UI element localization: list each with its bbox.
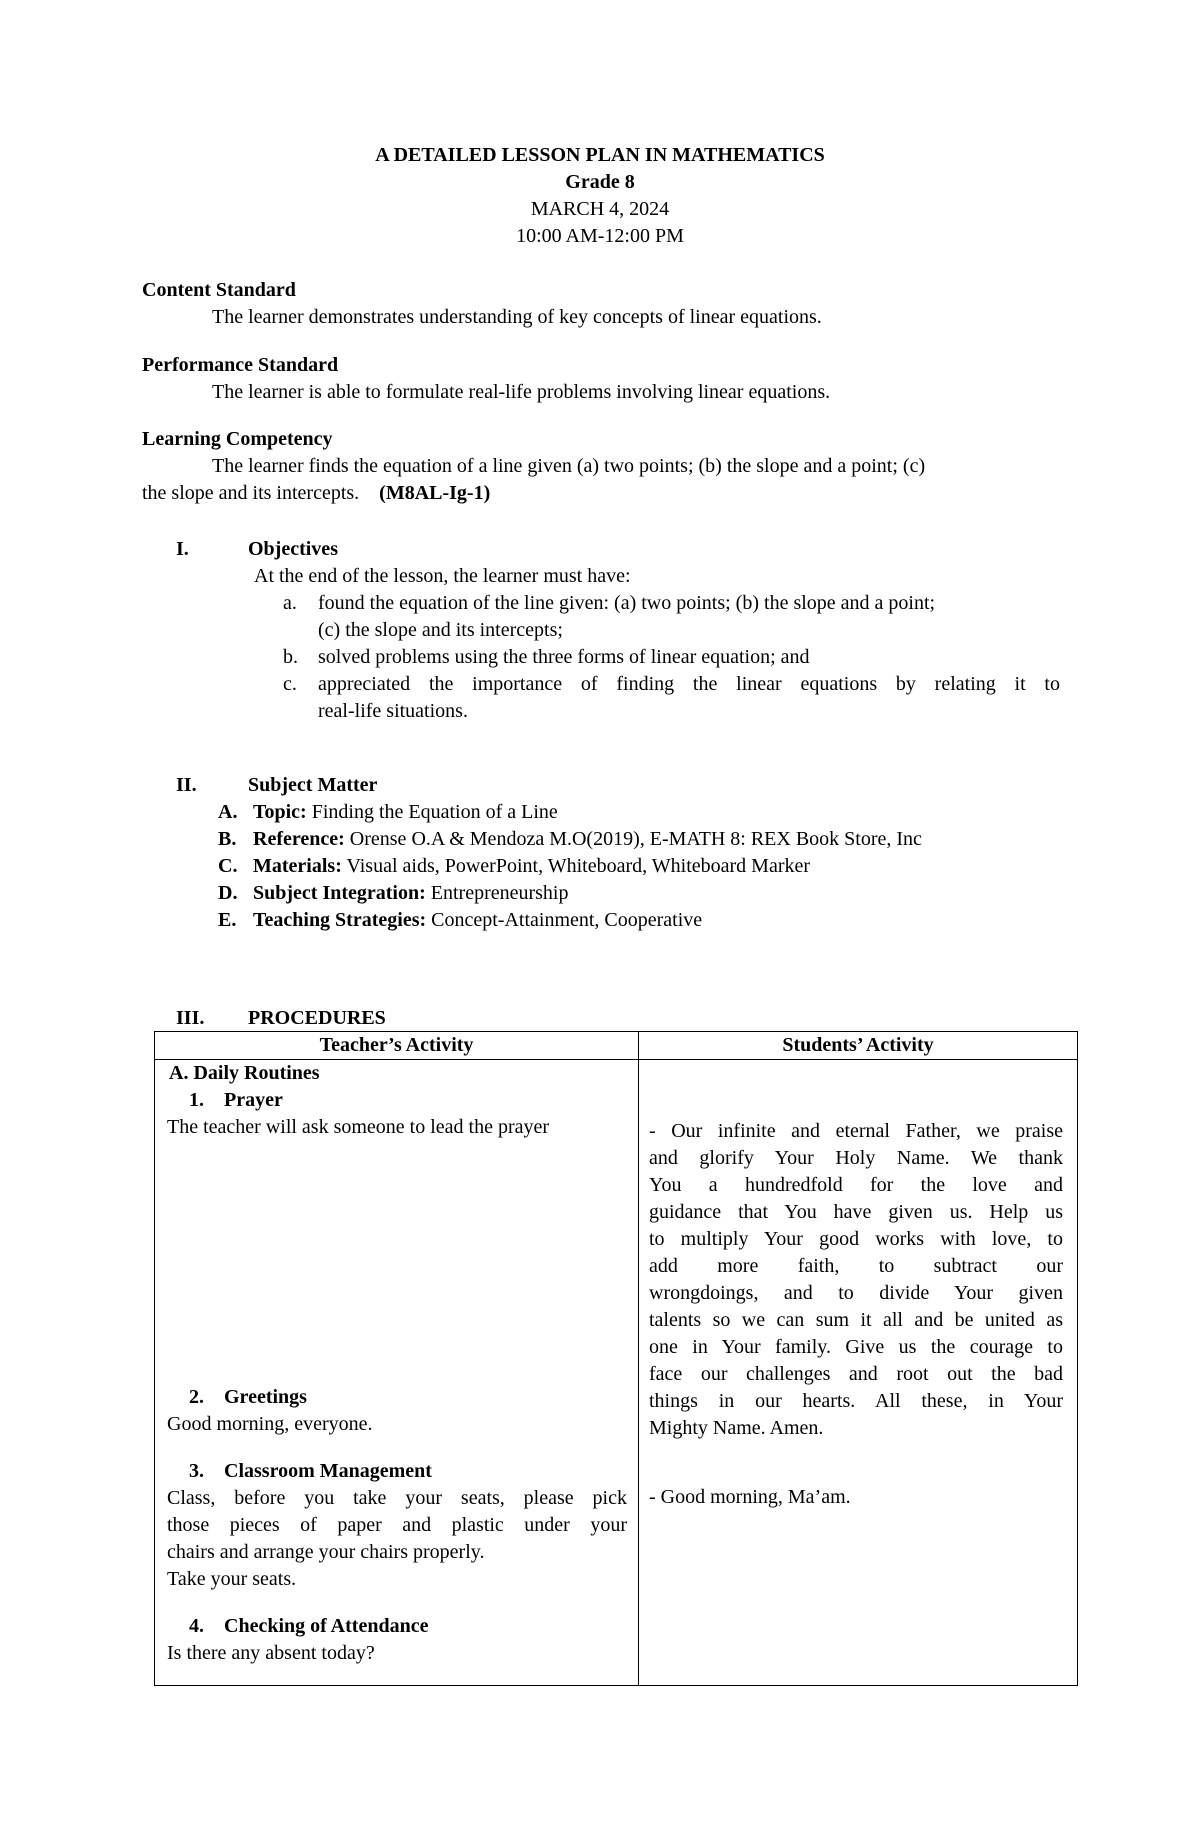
greetings-text: Good morning, everyone. — [167, 1413, 373, 1435]
teacher-activity-cell — [155, 1060, 639, 1686]
topic-label: Topic: — [253, 801, 307, 823]
attendance-title: Checking of Attendance — [224, 1615, 429, 1637]
objective-item-c-line1: appreciated the importance of finding the linear equations by relating it to — [318, 673, 1060, 695]
objective-item-c-line2: real-life situations. — [318, 700, 468, 722]
grade-label: Grade 8 — [565, 171, 635, 193]
students-activity-header: Students’ Activity — [639, 1032, 1078, 1060]
subject-matter-numeral: II. — [176, 774, 197, 796]
prayer-line: Mighty Name. Amen. — [649, 1417, 824, 1439]
objective-item-a-line2: (c) the slope and its intercepts; — [318, 619, 563, 641]
objective-marker-a: a. — [283, 592, 297, 614]
learning-competency-text: the slope and its intercepts. — [142, 482, 360, 504]
document-title: A DETAILED LESSON PLAN IN MATHEMATICS — [375, 144, 825, 166]
teacher-activity-header: Teacher’s Activity — [155, 1032, 639, 1060]
subject-marker-d: D. — [218, 882, 238, 904]
objectives-intro: At the end of the lesson, the learner must have: — [254, 565, 631, 587]
management-title: Classroom Management — [224, 1460, 432, 1482]
prayer-title: Prayer — [224, 1089, 283, 1111]
integration-value: Entrepreneurship — [430, 882, 569, 904]
management-number: 3. — [189, 1460, 204, 1482]
subject-item-integration — [253, 880, 569, 907]
performance-standard-heading: Performance Standard — [142, 354, 339, 376]
subject-item-topic — [253, 799, 558, 826]
prayer-line: guidance that You have given us. Help us — [649, 1201, 1063, 1223]
strategies-value: Concept-Attainment, Cooperative — [431, 909, 703, 931]
table-row — [155, 1060, 1078, 1686]
daily-routines-heading: A. Daily Routines — [169, 1062, 320, 1084]
prayer-instruction: The teacher will ask someone to lead the prayer — [167, 1116, 550, 1138]
learning-competency-line1: The learner finds the equation of a line given (a) two points; (b) the slope and a point; (c) — [212, 455, 926, 477]
subject-item-materials — [253, 853, 810, 880]
materials-value: Visual aids, PowerPoint, Whiteboard, Whiteboard Marker — [346, 855, 811, 877]
attendance-number: 4. — [189, 1615, 204, 1637]
prayer-line: talents so we can sum it all and be united as — [649, 1309, 1063, 1331]
lesson-time: 10:00 AM-12:00 PM — [516, 225, 684, 247]
greetings-number: 2. — [189, 1386, 204, 1408]
prayer-line: and glorify Your Holy Name. We thank — [649, 1147, 1063, 1169]
subject-marker-a: A. — [218, 801, 238, 823]
prayer-line: wrongdoings, and to divide Your given — [649, 1282, 1063, 1304]
table-header-row — [155, 1032, 1078, 1060]
subject-marker-b: B. — [218, 828, 237, 850]
objective-item-b-line1: solved problems using the three forms of linear equation; and — [318, 646, 810, 668]
students-activity-cell — [639, 1060, 1078, 1686]
objective-marker-c: c. — [283, 673, 297, 695]
prayer-line: - Our infinite and eternal Father, we praise — [649, 1120, 1063, 1142]
performance-standard-text: The learner is able to formulate real-life problems involving linear equations. — [212, 381, 831, 403]
subject-item-reference — [253, 826, 922, 853]
content-standard-heading: Content Standard — [142, 279, 296, 301]
subject-marker-c: C. — [218, 855, 238, 877]
attendance-text: Is there any absent today? — [167, 1642, 375, 1664]
prayer-line: face our challenges and root out the bad — [649, 1363, 1063, 1385]
prayer-line: to multiply Your good works with love, to — [649, 1228, 1063, 1250]
objective-item-a-line1: found the equation of the line given: (a) two points; (b) the slope and a point; — [318, 592, 936, 614]
prayer-heading — [189, 1087, 283, 1114]
student-greeting-response: - Good morning, Ma’am. — [649, 1486, 851, 1508]
prayer-number: 1. — [189, 1089, 204, 1111]
student-prayer-response — [649, 1118, 1063, 1442]
subject-marker-e: E. — [218, 909, 237, 931]
prayer-line: things in our hearts. All these, in Your — [649, 1390, 1063, 1412]
subject-matter-heading: Subject Matter — [248, 774, 378, 796]
learning-competency-line2 — [142, 480, 490, 507]
strategies-label: Teaching Strategies: — [253, 909, 427, 931]
competency-code: (M8AL-Ig-1) — [379, 482, 491, 504]
objective-marker-b: b. — [283, 646, 298, 668]
procedures-heading: PROCEDURES — [248, 1007, 386, 1029]
management-line2: those pieces of paper and plastic under your — [167, 1514, 627, 1536]
objectives-heading: Objectives — [248, 538, 338, 560]
prayer-line: one in Your family. Give us the courage to — [649, 1336, 1063, 1358]
reference-label: Reference: — [253, 828, 345, 850]
subject-item-strategies — [253, 907, 702, 934]
learning-competency-heading: Learning Competency — [142, 428, 333, 450]
objectives-numeral: I. — [176, 538, 189, 560]
management-line1: Class, before you take your seats, please pick — [167, 1487, 627, 1509]
prayer-line: add more faith, to subtract our — [649, 1255, 1063, 1277]
topic-value: Finding the Equation of a Line — [311, 801, 558, 823]
reference-value: Orense O.A & Mendoza M.O(2019), E-MATH 8: REX Book Store, Inc — [349, 828, 922, 850]
attendance-heading — [189, 1613, 428, 1640]
content-standard-text: The learner demonstrates understanding of key concepts of linear equations. — [212, 306, 822, 328]
lesson-date: MARCH 4, 2024 — [530, 198, 670, 220]
procedures-numeral: III. — [176, 1007, 205, 1029]
management-heading — [189, 1458, 432, 1485]
materials-label: Materials: — [253, 855, 342, 877]
management-line4: Take your seats. — [167, 1568, 297, 1590]
greetings-title: Greetings — [224, 1386, 307, 1408]
management-line3: chairs and arrange your chairs properly. — [167, 1541, 485, 1563]
integration-label: Subject Integration: — [253, 882, 426, 904]
prayer-line: You a hundredfold for the love and — [649, 1174, 1063, 1196]
greetings-heading — [189, 1384, 307, 1411]
procedures-table — [154, 1031, 1078, 1686]
